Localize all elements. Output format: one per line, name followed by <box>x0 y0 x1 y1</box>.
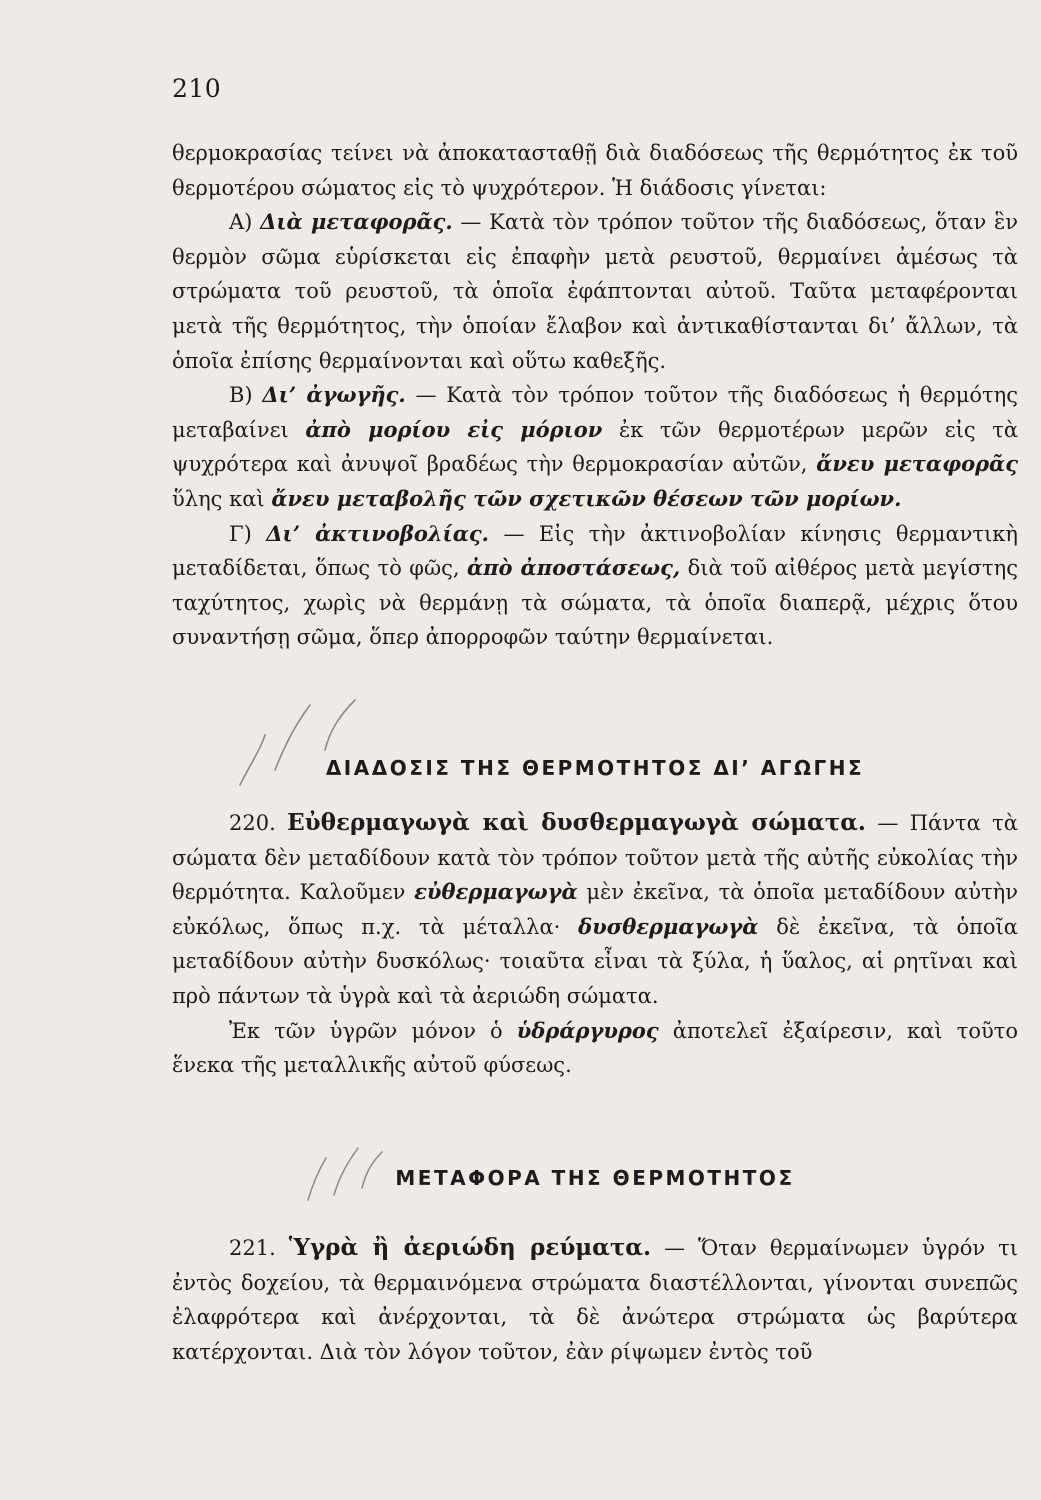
section-diffusion-modes <box>172 136 1018 655</box>
emphasis-text: ἀπὸ ἀποστάσεως, <box>466 555 681 581</box>
emphasis-text: εὐθερμαγωγὰ <box>414 879 578 905</box>
emphasis-text: ἀπὸ μορίου εἰς μόριον <box>305 416 603 442</box>
opening-paragraph: θερμοκρασίας τείνει νὰ ἀποκατασταθῇ διὰ διαδόσεως τῆς θερμότητος ἐκ τοῦ θερμοτέρου σώματος εἰς τὸ ψυχρότερον. Ἡ διάδοσις γίνεται: <box>172 141 1018 200</box>
paragraph-convection: Α) Διὰ μεταφορᾶς. — Κατὰ τὸν τρόπον τοῦτον τῆς διαδόσεως, ὅταν ἓν θερμὸν σῶμα εὑρίσκεται εἰς ἐπαφὴν μετὰ ρευστοῦ, θερμαίνει ἀμέσως τὰ στρώματα τοῦ ρευστοῦ, τὰ ὁποῖα ἐφάπτονται αὐτοῦ. Ταῦτα μεταφέρονται μετὰ τῆς θερμότητος, τὴν ὁποίαν ἔλαβον καὶ ἀντικαθίστανται δι’ ἄλλων, τὰ ὁποῖα ἐπίσης θερμαίνονται καὶ οὕτω καθεξῆς. <box>172 209 1018 373</box>
paragraph-mercury: Ἐκ τῶν ὑγρῶν μόνον ὁ ὑδράργυρος ἀποτελεῖ ἐξαίρεσιν, καὶ τοῦτο ἕνεκα τῆς μεταλλικῆς αὐτοῦ φύσεως. <box>172 1017 1018 1078</box>
paragraph-conduction: Β) Δι’ ἀγωγῆς. — Κατὰ τὸν τρόπον τοῦτον τῆς διαδόσεως ἡ θερμότης μεταβαίνει ἀπὸ μορίου εἰς μόριον ἐκ τῶν θερμοτέρων μερῶν εἰς τὰ ψυχρότερα καὶ ἀνυψοῖ βραδέως τὴν θερμοκρασίαν αὐτῶν, ἄνευ μεταφορᾶς ὕλης καὶ ἄνευ μεταβολῆς τῶν σχετικῶν θέσεων τῶν μορίων. <box>172 382 1019 511</box>
emphasis-text: ἄνευ μεταβολῆς τῶν σχετικῶν θέσεων τῶν μορίων. <box>271 485 902 511</box>
section-title: Ὑγρὰ ἢ ἀεριώδη ρεύματα. <box>288 1234 651 1261</box>
section-title: Εὐθερμαγωγὰ καὶ δυσθερμαγωγὰ σώματα. <box>287 809 866 836</box>
emphasis-text: δυσθερμαγωγὰ <box>578 913 759 939</box>
paragraph-221: 221. Ὑγρὰ ἢ ἀεριώδη ρεύματα. — Ὅταν θερμαίνωμεν ὑγρόν τι ἐντὸς δοχείου, τὰ θερμαινόμενα στρώματα διαστέλλονται, γίνονται συνεπῶς ἐλαφρότερα καὶ ἀνέρχονται, τὰ δὲ ἀνώτερα στρώματα ὡς βαρύτερα κατέρχονται. Διὰ τὸν λόγον τοῦτον, ἐὰν ρίψωμεν ἐντὸς τοῦ <box>172 1234 1018 1364</box>
section-heading-convection: ΜΕΤΑΦΟΡΑ ΤΗΣ ΘΕΡΜΟΤΗΤΟΣ <box>395 1166 795 1190</box>
section-heading-conduction: ΔΙΑΔΟΣΙΣ ΤΗΣ ΘΕΡΜΟΤΗΤΟΣ ΔΙ’ ΑΓΩΓΗΣ <box>325 756 865 780</box>
section-number: 220. <box>229 811 276 835</box>
section-number: 221. <box>229 1236 276 1260</box>
pencil-mark <box>235 690 375 800</box>
section-220 <box>172 806 1018 1083</box>
paragraph-radiation: Γ) Δι’ ἀκτινοβολίας. — Εἰς τὴν ἀκτινοβολίαν κίνησις θερμαντικὴ μεταδίδεται, ὅπως τὸ φῶς, ἀπὸ ἀποστάσεως, διὰ τοῦ αἰθέρος μετὰ μεγίστης ταχύτητος, χωρὶς νὰ θερμάνῃ τὰ σώματα, τὰ ὁποῖα διαπερᾷ, μέχρις ὅτου συναντήσῃ σῶμα, ὅπερ ἀπορροφῶν ταύτην θερμαίνεται. <box>172 520 1018 650</box>
emphasis-text: ἄνευ μεταφορᾶς <box>816 451 1018 477</box>
section-221 <box>172 1231 1018 1369</box>
inline-heading-conduction: Δι’ ἀγωγῆς. <box>262 382 406 408</box>
paragraph-220: 220. Εὐθερμαγωγὰ καὶ δυσθερμαγωγὰ σώματα. — Πάντα τὰ σώματα δὲν μεταδίδουν κατὰ τὸν τρόπον τοῦτον μετὰ τῆς αὐτῆς εὐκολίας τὴν θερμότητα. Καλοῦμεν εὐθερμαγωγὰ μὲν ἐκεῖνα, τὰ ὁποῖα μεταδίδουν αὐτὴν εὐκόλως, ὅπως π.χ. τὰ μέταλλα· δυσθερμαγωγὰ δὲ ἐκεῖνα, τὰ ὁποῖα μεταδίδουν αὐτὴν δυσκόλως· τοιαῦτα εἶναι τὰ ξύλα, ἡ ὕαλος, αἱ ρητῖναι καὶ πρὸ πάντων τὰ ὑγρὰ καὶ τὰ ἀεριώδη σώματα. <box>172 809 1018 1008</box>
inline-heading-convection: Διὰ μεταφορᾶς. <box>260 209 453 235</box>
page-number: 210 <box>172 74 222 103</box>
emphasis-text: ὑδράργυρος <box>516 1017 659 1043</box>
inline-heading-radiation: Δι’ ἀκτινοβολίας. <box>266 520 489 546</box>
